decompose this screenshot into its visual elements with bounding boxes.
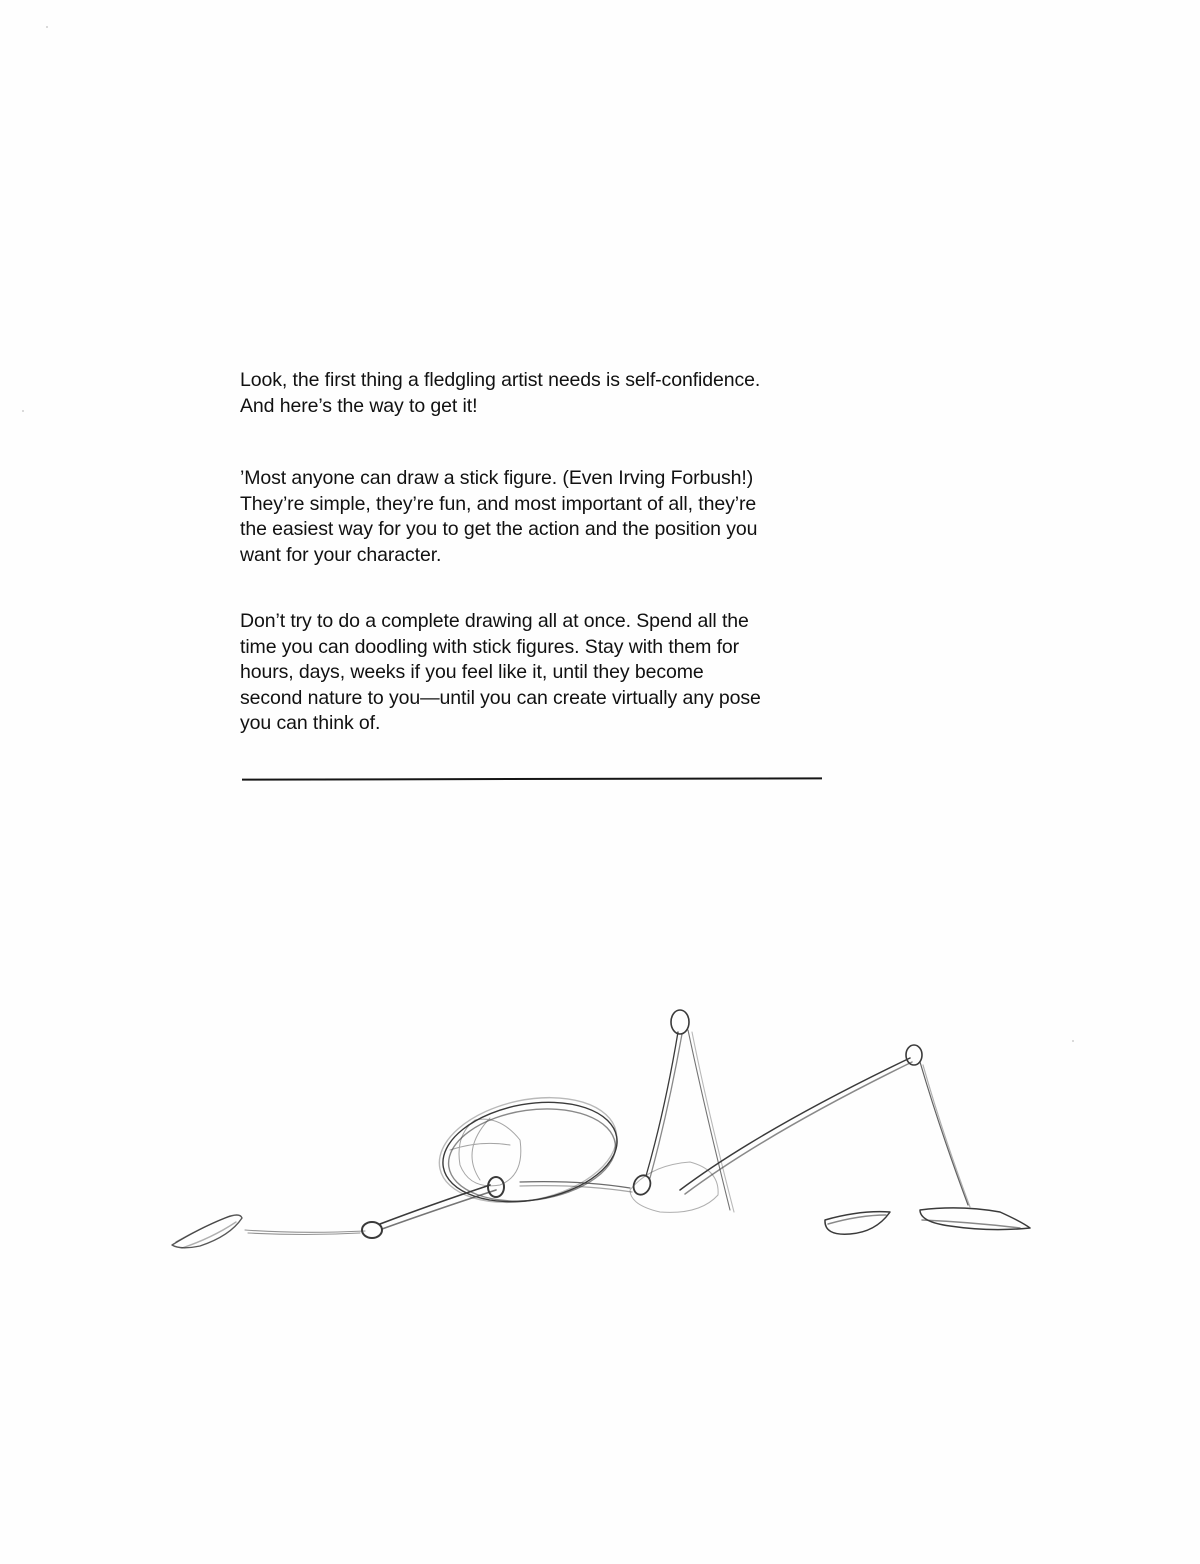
practice-paragraph (240, 609, 840, 737)
left-foot-sketch (172, 1215, 242, 1248)
text-line: second nature to you—until you can create virtually any pose (240, 686, 761, 709)
intro-paragraph (240, 368, 840, 419)
text-line: time you can doodling with stick figures. Stay with them for (240, 635, 740, 658)
shin-line-sketch (245, 1230, 365, 1235)
text-line: want for your character. (240, 543, 442, 566)
text-line: you can think of. (240, 712, 381, 734)
standing-leg-sketch (920, 1062, 970, 1207)
raised-arm-sketch (646, 1032, 682, 1178)
text-line: They’re simple, they’re fun, and most important of all, they’re (240, 492, 757, 515)
shoulder-blob-sketch (630, 1162, 718, 1212)
text-line: And here’s the way to get it! (240, 394, 478, 417)
paper-speck (1072, 1040, 1074, 1042)
text-line: the easiest way for you to get the action and the position you (240, 518, 758, 540)
paper-speck (22, 410, 24, 412)
text-line: ’Most anyone can draw a stick figure. (Even Irving Forbush!) (240, 467, 754, 489)
text-line: Don’t try to do a complete drawing all at once. Spend all the (240, 610, 749, 632)
section-divider-rule (242, 777, 822, 780)
right-foot-sketch (920, 1208, 1030, 1230)
forearm-sketch (680, 1058, 912, 1194)
pelvis-sketch (450, 1118, 521, 1186)
stick-figure-paragraph (240, 466, 840, 568)
text-line: Look, the first thing a fledgling artist needs is self-confidence. (240, 369, 761, 391)
back-leg-sketch (688, 1030, 734, 1212)
stick-figure-sketch-illustration (160, 1000, 1060, 1260)
middle-foot-sketch (825, 1212, 890, 1235)
knee-joint (362, 1222, 382, 1238)
shoulder-line-sketch (520, 1182, 632, 1192)
text-line: hours, days, weeks if you feel like it, until they become (240, 661, 704, 683)
raised-hand (671, 1010, 689, 1034)
hip-joint (488, 1177, 504, 1197)
thigh-line-sketch (380, 1185, 496, 1229)
paper-speck (46, 26, 48, 28)
